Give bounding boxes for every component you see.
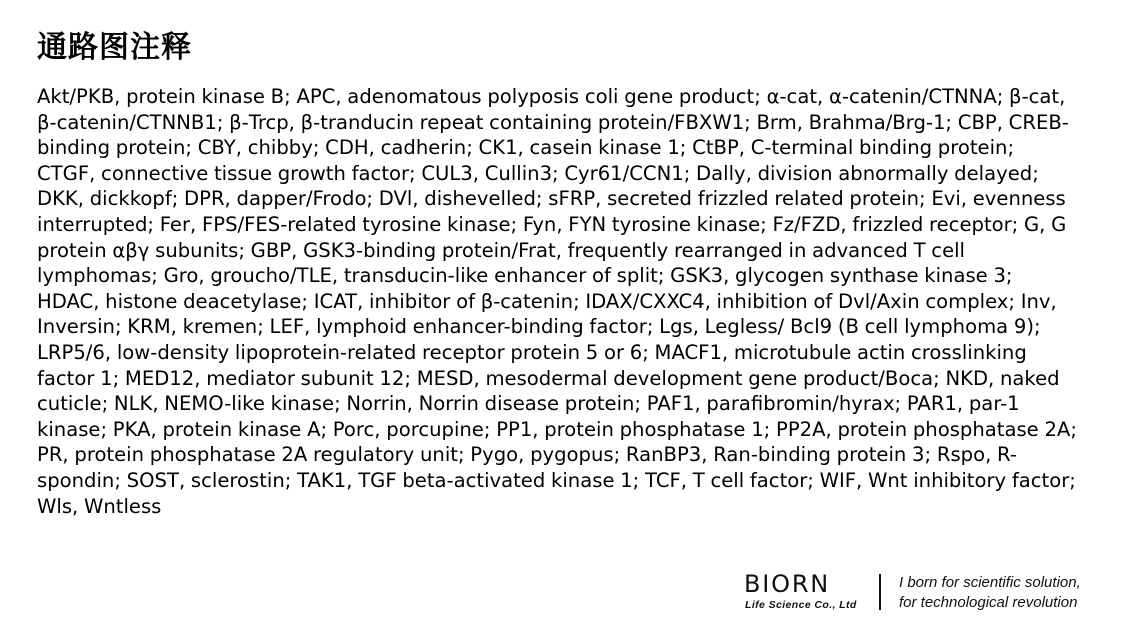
slogan-line-1: I born for scientific solution, [899,574,1081,591]
page-title: 通路图注释 [37,30,192,65]
company-logo-subtitle: Life Science Co., Ltd [745,599,857,611]
abbreviation-legend-text: Akt/PKB, protein kinase B; APC, adenomatous polyposis coli gene product; α-cat, α-catenin/CTNNA; β-cat, β-catenin/CTNNB1; β-Trcp, β-tranducin repeat containing protein/FBXW1; Brm, Brahma/Brg-1; CBP, CREB-binding protein; CBY, chibby; CDH, cadherin; CK1, casein kinase 1; CtBP, C-terminal binding protein; CTGF, connective tissue growth factor; CUL3, Cullin3; Cyr61/CCN1; Dally, division abnormally delayed; DKK, dickkopf; DPR, dapper/Frodo; DVl, dishevelled; sFRP, secreted frizzled related protein; Evi, evenness interrupted; Fer, FPS/FES-related tyrosine kinase; Fyn, FYN tyrosine kinase; Fz/FZD, frizzled receptor; G, G protein αβγ subunits; GBP, GSK3-binding protein/Frat, frequently rearranged in advanced T cell lymphomas; Gro, groucho/TLE, transducin-like enhancer of split; GSK3, glycogen synthase kinase 3; HDAC, histone deacetylase; ICAT, inhibitor of β-catenin; IDAX/CXXC4, inhibition of Dvl/Axin complex; Inv, Inversin; KRM, kremen; LEF, lymphoid enhancer-binding factor; Lgs, Legless/ Bcl9 (B cell lymphoma 9); LRP5/6, low-density lipoprotein-related receptor protein 5 or 6; MACF1, microtubule actin crosslinking factor 1; MED12, mediator subunit 12; MESD, mesodermal development gene product/Boca; NKD, naked cuticle; NLK, NEMO-like kinase; Norrin, Norrin disease protein; PAF1, parafibromin/hyrax; PAR1, par-1 kinase; PKA, protein kinase A; Porc, porcupine; PP1, protein phosphatase 1; PP2A, protein phosphatase 2A; PR, protein phosphatase 2A regulatory unit; Pygo, pygopus; RanBP3, Ran-binding protein 3; Rspo, R-spondin; SOST, sclerostin; TAK1, TGF beta-activated kinase 1; TCF, T cell factor; WIF, Wnt inhibitory factor; Wls, Wntless [37,85,1077,518]
footer-divider [879,574,881,610]
company-slogan [899,573,1114,613]
company-logo-name: BIORN [744,570,831,598]
slogan-line-2: for technological revolution [899,594,1078,611]
company-footer [744,570,1114,618]
